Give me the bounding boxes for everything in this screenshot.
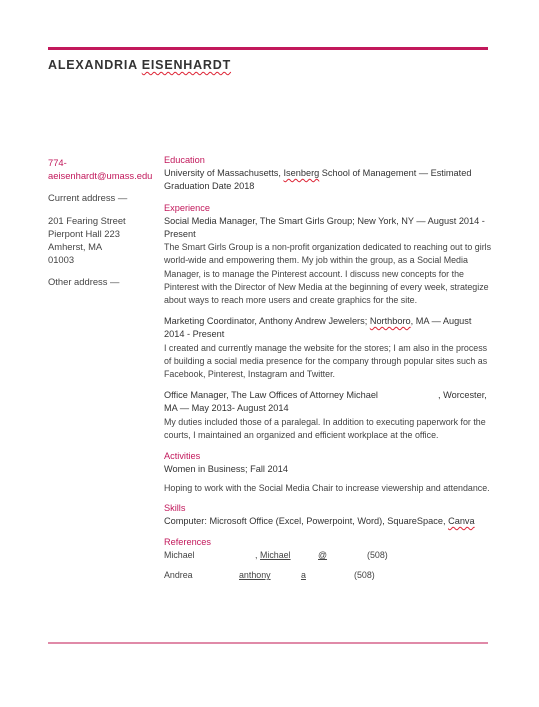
main-column — [164, 154, 492, 583]
job2-northboro: Northboro — [369, 316, 411, 327]
job2-title-c: , MA — August 2014 - Present — [164, 316, 472, 340]
ref1-sep: , — [255, 550, 258, 561]
skills-line — [164, 515, 492, 528]
ref2-name: Andrea — [164, 570, 193, 581]
ref2-at: a — [301, 570, 306, 581]
education-heading: Education — [164, 155, 205, 165]
first-name: ALEXANDRIA — [48, 58, 142, 72]
email: aeisenhardt@umass.edu — [48, 170, 153, 182]
address-line-3: Amherst, MA — [48, 241, 103, 253]
references-heading: References — [164, 537, 211, 548]
job3-description: My duties included those of a paralegal. In addition to executing paperwork for the courts, I maintained an organized and efficient workplace at the office. — [164, 416, 486, 440]
job2-description: I created and currently manage the website for the stores; I am also in the process of building a social media presence for the company through popular sites such as Facebook, Pinterest, Instagram and Twitter. — [164, 342, 488, 380]
education-line — [164, 167, 492, 193]
job2-title — [164, 315, 492, 341]
reference-2 — [164, 569, 492, 583]
job3-title-a: Office Manager, The Law Offices of Attorney Michael — [164, 390, 378, 401]
activities-heading: Activities — [164, 451, 201, 462]
ref1-name: Michael — [164, 550, 195, 561]
skills-canva: Canva — [448, 515, 475, 526]
ref1-link[interactable]: Michael — [260, 550, 291, 561]
job2-title-a: Marketing Coordinator, Anthony Andrew Jewelers; — [164, 316, 370, 327]
address-line-4: 01003 — [48, 254, 75, 266]
job1-description: The Smart Girls Group is a non-profit organization dedicated to reaching out to girls world-wide and empowering them. My job within the group, as a Social Media Manager, is to manage the Pinterest account. I discuss new concepts for the Pinterest with the Director of New Media at the beginning of every week, strategize about ways to reach more users and create graphics for the site. — [164, 242, 492, 306]
contact-column — [48, 156, 158, 289]
job3-title — [164, 389, 492, 415]
education-rest: School of Management — Estimated Graduation Date 2018 — [164, 168, 472, 192]
ref2-phone: (508) — [354, 570, 375, 581]
top-rule — [48, 47, 488, 50]
bottom-rule — [48, 642, 488, 644]
activities-sub: Women in Business; Fall 2014 — [164, 464, 288, 475]
address-line-1: 201 Fearing Street — [48, 214, 126, 226]
activities-description: Hoping to work with the Social Media Chair to increase viewership and attendance. — [164, 483, 490, 494]
last-name: EISENHARDT — [141, 58, 232, 72]
experience-heading: Experience — [164, 202, 210, 213]
education-isenberg: Isenberg — [283, 168, 320, 179]
job3-title-b: , Worcester, MA — May 2013- August 2014 — [164, 390, 487, 414]
reference-1 — [164, 549, 492, 563]
phone: 774- — [48, 157, 67, 168]
ref1-phone: (508) — [367, 550, 388, 561]
resume-name — [48, 58, 231, 72]
address-line-2: Pierpont Hall 223 — [48, 227, 120, 239]
other-address-label: Other address — — [48, 276, 120, 288]
skills-heading: Skills — [164, 502, 186, 513]
skills-text: Computer: Microsoft Office (Excel, Powerpoint, Word), SquareSpace, — [164, 515, 449, 526]
current-address-label: Current address — — [48, 192, 128, 204]
job1-title: Social Media Manager, The Smart Girls Group; New York, NY — August 2014 - Present — [164, 215, 485, 240]
education-university: University of Massachusetts, — [164, 168, 284, 179]
ref1-at: @ — [318, 550, 328, 561]
ref2-link[interactable]: anthony — [239, 570, 271, 581]
